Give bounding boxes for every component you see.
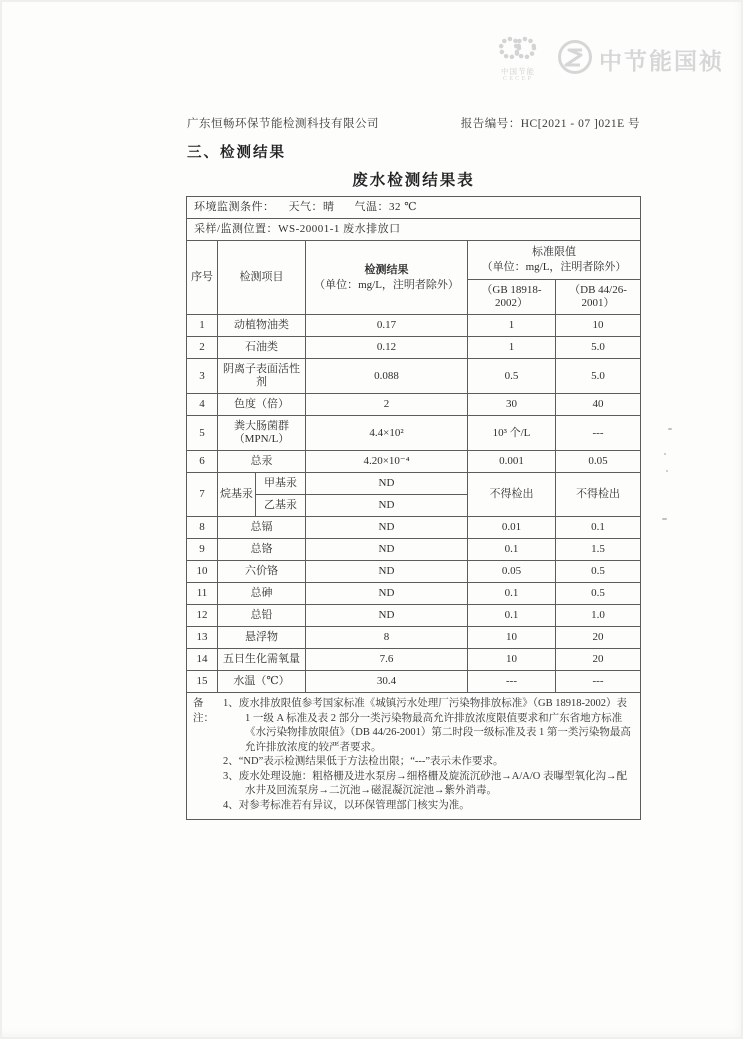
cell-db: 40 xyxy=(556,394,641,416)
cell-gb: 1 xyxy=(468,337,556,359)
company-name: 广东恒畅环保节能检测科技有限公司 xyxy=(187,118,379,130)
cell-item: 悬浮物 xyxy=(218,627,306,649)
cell-item-l1: 粪大肠菌群 xyxy=(234,420,289,432)
cell-result: 7.6 xyxy=(306,649,468,671)
cecep-rings-icon xyxy=(496,36,540,62)
cecep-cn-label: 中国节能 xyxy=(501,67,535,76)
brand-name: 中节能国祯 xyxy=(599,48,724,74)
cell-item: 色度（倍） xyxy=(218,394,306,416)
cell-gb: --- xyxy=(468,671,556,693)
cell-no: 4 xyxy=(187,394,218,416)
cell-item: 总铬 xyxy=(218,539,306,561)
cell-db: 5.0 xyxy=(556,337,641,359)
notes-cell xyxy=(187,693,641,820)
cell-gb: 0.001 xyxy=(468,451,556,473)
cell-result: 0.088 xyxy=(306,359,468,394)
cell-db: 10 xyxy=(556,315,641,337)
guozhen-mark-icon xyxy=(556,38,594,81)
table-header-row xyxy=(187,241,641,280)
table-row xyxy=(187,583,641,605)
col-header-item: 检测项目 xyxy=(218,241,306,315)
cell-result: ND xyxy=(306,605,468,627)
cell-db: 5.0 xyxy=(556,359,641,394)
location-value: WS-20001-1 废水排放口 xyxy=(278,223,401,235)
table-row xyxy=(187,473,641,495)
cell-result: 0.12 xyxy=(306,337,468,359)
cell-result: 8 xyxy=(306,627,468,649)
cell-result: ND xyxy=(306,561,468,583)
cell-no: 14 xyxy=(187,649,218,671)
note-item: 4、对参考标准若有异议，以环保管理部门核实为准。 xyxy=(223,799,470,811)
cell-db: 20 xyxy=(556,649,641,671)
cell-result: ND xyxy=(306,583,468,605)
cell-no: 3 xyxy=(187,359,218,394)
col-header-db: （DB 44/26-2001） xyxy=(556,280,641,315)
cell-result: 0.17 xyxy=(306,315,468,337)
cell-result: ND xyxy=(306,495,468,517)
table-row xyxy=(187,627,641,649)
cell-no: 15 xyxy=(187,671,218,693)
cell-no: 11 xyxy=(187,583,218,605)
cecep-logo xyxy=(496,36,540,82)
notes-label: 备注： xyxy=(193,698,214,724)
company-logo-block xyxy=(496,30,724,88)
section-title: 三、检测结果 xyxy=(187,145,286,161)
table-row xyxy=(187,517,641,539)
env-conditions-cell xyxy=(187,197,641,219)
col-header-result xyxy=(306,241,468,315)
cell-item xyxy=(218,416,306,451)
cell-db: 1.0 xyxy=(556,605,641,627)
cell-gb: 10 xyxy=(468,627,556,649)
cell-result: ND xyxy=(306,539,468,561)
cell-sub-item: 甲基汞 xyxy=(256,473,306,495)
cell-no: 10 xyxy=(187,561,218,583)
table-row xyxy=(187,561,641,583)
cell-item: 六价铬 xyxy=(218,561,306,583)
cell-item: 总砷 xyxy=(218,583,306,605)
cell-item: 总铅 xyxy=(218,605,306,627)
notes-body xyxy=(223,697,634,813)
cell-db: 0.05 xyxy=(556,451,641,473)
cell-db: 不得检出 xyxy=(556,473,641,517)
cell-result: 4.20×10⁻⁴ xyxy=(306,451,468,473)
cell-sub-item: 乙基汞 xyxy=(256,495,306,517)
cell-no: 5 xyxy=(187,416,218,451)
note-item: 3、废水处理设施：粗格栅及进水泵房→细格栅及旋流沉砂池→A/A/O 表曝型氧化沟→配水井及回流泵房→二沉池→磁混凝沉淀池→紫外消毒。 xyxy=(223,770,627,796)
col-header-result-l1: 检测结果 xyxy=(364,263,409,276)
cell-gb: 0.5 xyxy=(468,359,556,394)
cell-db: --- xyxy=(556,416,641,451)
cell-no: 8 xyxy=(187,517,218,539)
sampling-location-row xyxy=(187,219,641,241)
cell-item-l2: （MPN/L） xyxy=(233,433,290,445)
table-row xyxy=(187,416,641,451)
sampling-location-cell xyxy=(187,219,641,241)
location-label: 采样/监测位置： xyxy=(194,223,279,235)
cell-no: 12 xyxy=(187,605,218,627)
table-row xyxy=(187,359,641,394)
col-header-limit-l1: 标准限值 xyxy=(532,246,577,258)
col-header-limit-l2: （单位：mg/L，注明者除外） xyxy=(481,261,627,273)
cell-result: 30.4 xyxy=(306,671,468,693)
cell-db: 1.5 xyxy=(556,539,641,561)
cell-gb: 0.1 xyxy=(468,539,556,561)
table-row xyxy=(187,605,641,627)
cell-gb: 0.1 xyxy=(468,583,556,605)
cell-db: --- xyxy=(556,671,641,693)
cell-gb: 0.05 xyxy=(468,561,556,583)
cell-gb: 1 xyxy=(468,315,556,337)
scan-artifact xyxy=(668,428,672,430)
wastewater-result-table xyxy=(186,196,641,820)
cell-db: 0.1 xyxy=(556,517,641,539)
cell-gb: 30 xyxy=(468,394,556,416)
cell-item-group: 烷基汞 xyxy=(218,473,256,517)
table-row xyxy=(187,337,641,359)
report-number xyxy=(461,115,640,131)
table-row xyxy=(187,649,641,671)
cell-item: 石油类 xyxy=(218,337,306,359)
table-title: 废水检测结果表 xyxy=(352,172,475,189)
table-row xyxy=(187,671,641,693)
cell-gb: 0.1 xyxy=(468,605,556,627)
doc-header xyxy=(187,115,640,131)
col-header-no: 序号 xyxy=(187,241,218,315)
cell-result: ND xyxy=(306,473,468,495)
cell-item: 动植物油类 xyxy=(218,315,306,337)
cell-result: ND xyxy=(306,517,468,539)
cell-result: 4.4×10² xyxy=(306,416,468,451)
table-row xyxy=(187,315,641,337)
cell-item: 五日生化需氧量 xyxy=(218,649,306,671)
cell-gb: 10 xyxy=(468,649,556,671)
cell-no: 13 xyxy=(187,627,218,649)
cell-item: 总汞 xyxy=(218,451,306,473)
scan-artifact xyxy=(666,470,668,472)
cell-db: 20 xyxy=(556,627,641,649)
col-header-limit xyxy=(468,241,641,280)
cell-no: 6 xyxy=(187,451,218,473)
temperature-value: 气温：32 ℃ xyxy=(354,201,418,213)
cecep-en-label: CECEP xyxy=(502,74,534,82)
cell-no: 2 xyxy=(187,337,218,359)
note-item: 1、废水排放限值参考国家标准《城镇污水处理厂污染物排放标准》（GB 18918-2002）表 1 一级 A 标准及表 2 部分一类污染物最高允许排放浓度限值要求和广东省地方标准《水污染物排放限值》（DB 44/26-2001）第二时段一级标准及表 1 第一类污染物最高允许排放浓度的较严者要求。 xyxy=(223,698,631,753)
cell-gb: 0.01 xyxy=(468,517,556,539)
cell-gb: 不得检出 xyxy=(468,473,556,517)
weather-value: 天气：晴 xyxy=(288,201,335,213)
table-row xyxy=(187,539,641,561)
cell-item: 水温（℃） xyxy=(218,671,306,693)
cell-db: 0.5 xyxy=(556,561,641,583)
env-label: 环境监测条件： xyxy=(194,201,275,213)
notes-row xyxy=(187,693,641,820)
cell-no: 1 xyxy=(187,315,218,337)
scan-artifact xyxy=(664,453,666,455)
table-row xyxy=(187,394,641,416)
col-header-gb: （GB 18918-2002） xyxy=(468,280,556,315)
cell-no: 7 xyxy=(187,473,218,517)
cell-item: 总镉 xyxy=(218,517,306,539)
cell-no: 9 xyxy=(187,539,218,561)
cell-item: 阴离子表面活性剂 xyxy=(218,359,306,394)
report-number-value: HC[2021 - 07 ]021E 号 xyxy=(520,118,640,130)
cell-result: 2 xyxy=(306,394,468,416)
scan-artifact xyxy=(662,518,667,520)
cell-db: 0.5 xyxy=(556,583,641,605)
note-item: 2、“ND”表示检测结果低于方法检出限；“---”表示未作要求。 xyxy=(223,756,504,767)
report-number-label: 报告编号： xyxy=(460,118,521,130)
cell-gb: 10³ 个/L xyxy=(468,416,556,451)
col-header-result-l2: （单位：mg/L，注明者除外） xyxy=(314,278,459,291)
table-row xyxy=(187,451,641,473)
env-conditions-row xyxy=(187,197,641,219)
